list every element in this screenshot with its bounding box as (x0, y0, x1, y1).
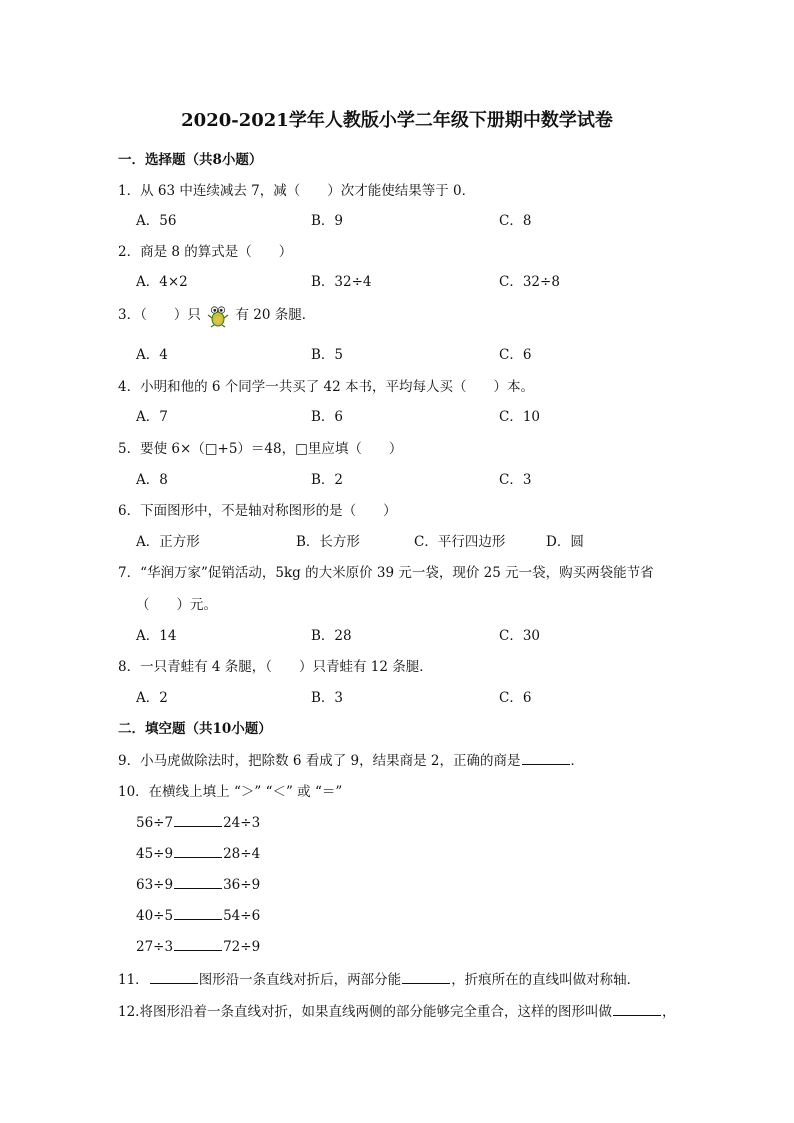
q6-option-d: D．圆 (546, 534, 584, 550)
question-7-line-2: （ ）元。 (136, 597, 217, 613)
q3-text-before: 3．（ ）只 (118, 307, 201, 323)
question-10: 10．在横线上填上 “＞” “＜” 或 “＝” (118, 784, 343, 800)
compare-left: 63÷9 (136, 877, 174, 893)
q6-option-c: C．平行四边形 (414, 534, 506, 550)
compare-left: 40÷5 (136, 908, 174, 924)
compare-right: 54÷6 (223, 908, 261, 924)
answer-blank (174, 874, 222, 889)
compare-right: 28÷4 (223, 846, 261, 862)
compare-right: 24÷3 (223, 815, 261, 831)
compare-row (136, 812, 260, 831)
q7-option-a: A．14 (136, 628, 177, 644)
section-heading-fill: 二．填空题（共10小题） (118, 721, 272, 737)
compare-row (136, 843, 260, 862)
q1-option-b: B．9 (311, 213, 344, 229)
q12-end: ， (661, 1004, 676, 1020)
q2-option-c: C．32÷8 (499, 274, 560, 290)
compare-right: 72÷9 (223, 939, 261, 955)
q2-option-b: B．32÷4 (311, 274, 372, 290)
question-2: 2．商是 8 的算式是（ ） (118, 244, 293, 260)
q3-option-a: A．4 (136, 347, 168, 363)
question-5: 5．要使 6×（□+5）＝48，□里应填（ ） (118, 441, 403, 457)
question-3 (118, 303, 315, 328)
question-7: 7．“华润万家”促销活动，5kg 的大米原价 39 元一袋，现价 25 元一袋，购买两袋能节省 (118, 565, 654, 581)
q7-option-c: C．30 (499, 628, 541, 644)
q4-option-b: B．6 (311, 409, 344, 425)
compare-left: 56÷7 (136, 815, 174, 831)
question-8: 8．一只青蛙有 4 条腿，（ ）只青蛙有 12 条腿． (118, 659, 433, 675)
compare-row (136, 905, 260, 924)
page-title: 2020-2021学年人教版小学二年级下册期中数学试卷 (181, 110, 613, 131)
question-1: 1．从 63 中连续减去 7，减（ ）次才能使结果等于 0． (118, 183, 476, 199)
compare-left: 45÷9 (136, 846, 174, 862)
q5-option-b: B．2 (311, 472, 344, 488)
q8-option-a: A．2 (136, 690, 168, 706)
section-heading-choice: 一．选择题（共8小题） (118, 152, 263, 168)
q11-text: 图形沿一条直线对折后，两部分能 (198, 972, 402, 988)
question-12 (118, 1000, 675, 1020)
q9-end: ． (570, 753, 585, 769)
answer-blank (174, 905, 222, 920)
answer-blank (174, 812, 222, 827)
frog-icon (207, 304, 229, 328)
q9-text: 9．小马虎做除法时，把除数 6 看成了 9，结果商是 2，正确的商是 (118, 753, 521, 769)
compare-right: 36÷9 (223, 877, 261, 893)
q3-option-b: B．5 (311, 347, 344, 363)
q11-number: 11． (118, 972, 149, 988)
q1-option-a: A．56 (136, 213, 177, 229)
compare-row (136, 874, 260, 893)
q3-option-c: C．6 (499, 347, 532, 363)
answer-blank (174, 843, 222, 858)
question-9 (118, 749, 584, 769)
q4-option-a: A．7 (136, 409, 168, 425)
q12-text: 12.将图形沿着一条直线对折，如果直线两侧的部分能够完全重合，这样的图形叫做 (118, 1004, 612, 1020)
q11-text-end: ，折痕所在的直线叫做对称轴． (451, 972, 641, 988)
q1-option-c: C．8 (499, 213, 532, 229)
answer-blank (174, 936, 222, 951)
q5-option-a: A．8 (136, 472, 168, 488)
q4-option-c: C．10 (499, 409, 541, 425)
q8-option-b: B．3 (311, 690, 344, 706)
question-6: 6．下面图形中，不是轴对称图形的是（ ） (118, 503, 397, 519)
q5-option-c: C．3 (499, 472, 532, 488)
question-11 (118, 968, 640, 988)
q2-option-a: A．4×2 (136, 274, 188, 290)
compare-row (136, 936, 260, 955)
answer-blank (522, 750, 570, 765)
q6-option-a: A．正方形 (136, 534, 200, 550)
answer-blank (402, 969, 450, 984)
question-4: 4．小明和他的 6 个同学一共买了 42 本书，平均每人买（ ）本。 (118, 379, 535, 395)
q3-text-after: 有 20 条腿． (235, 307, 316, 323)
answer-blank (150, 969, 198, 984)
q8-option-c: C．6 (499, 690, 532, 706)
q6-option-b: B．长方形 (296, 534, 360, 550)
compare-left: 27÷3 (136, 939, 174, 955)
answer-blank (613, 1001, 661, 1016)
q7-option-b: B．28 (311, 628, 352, 644)
